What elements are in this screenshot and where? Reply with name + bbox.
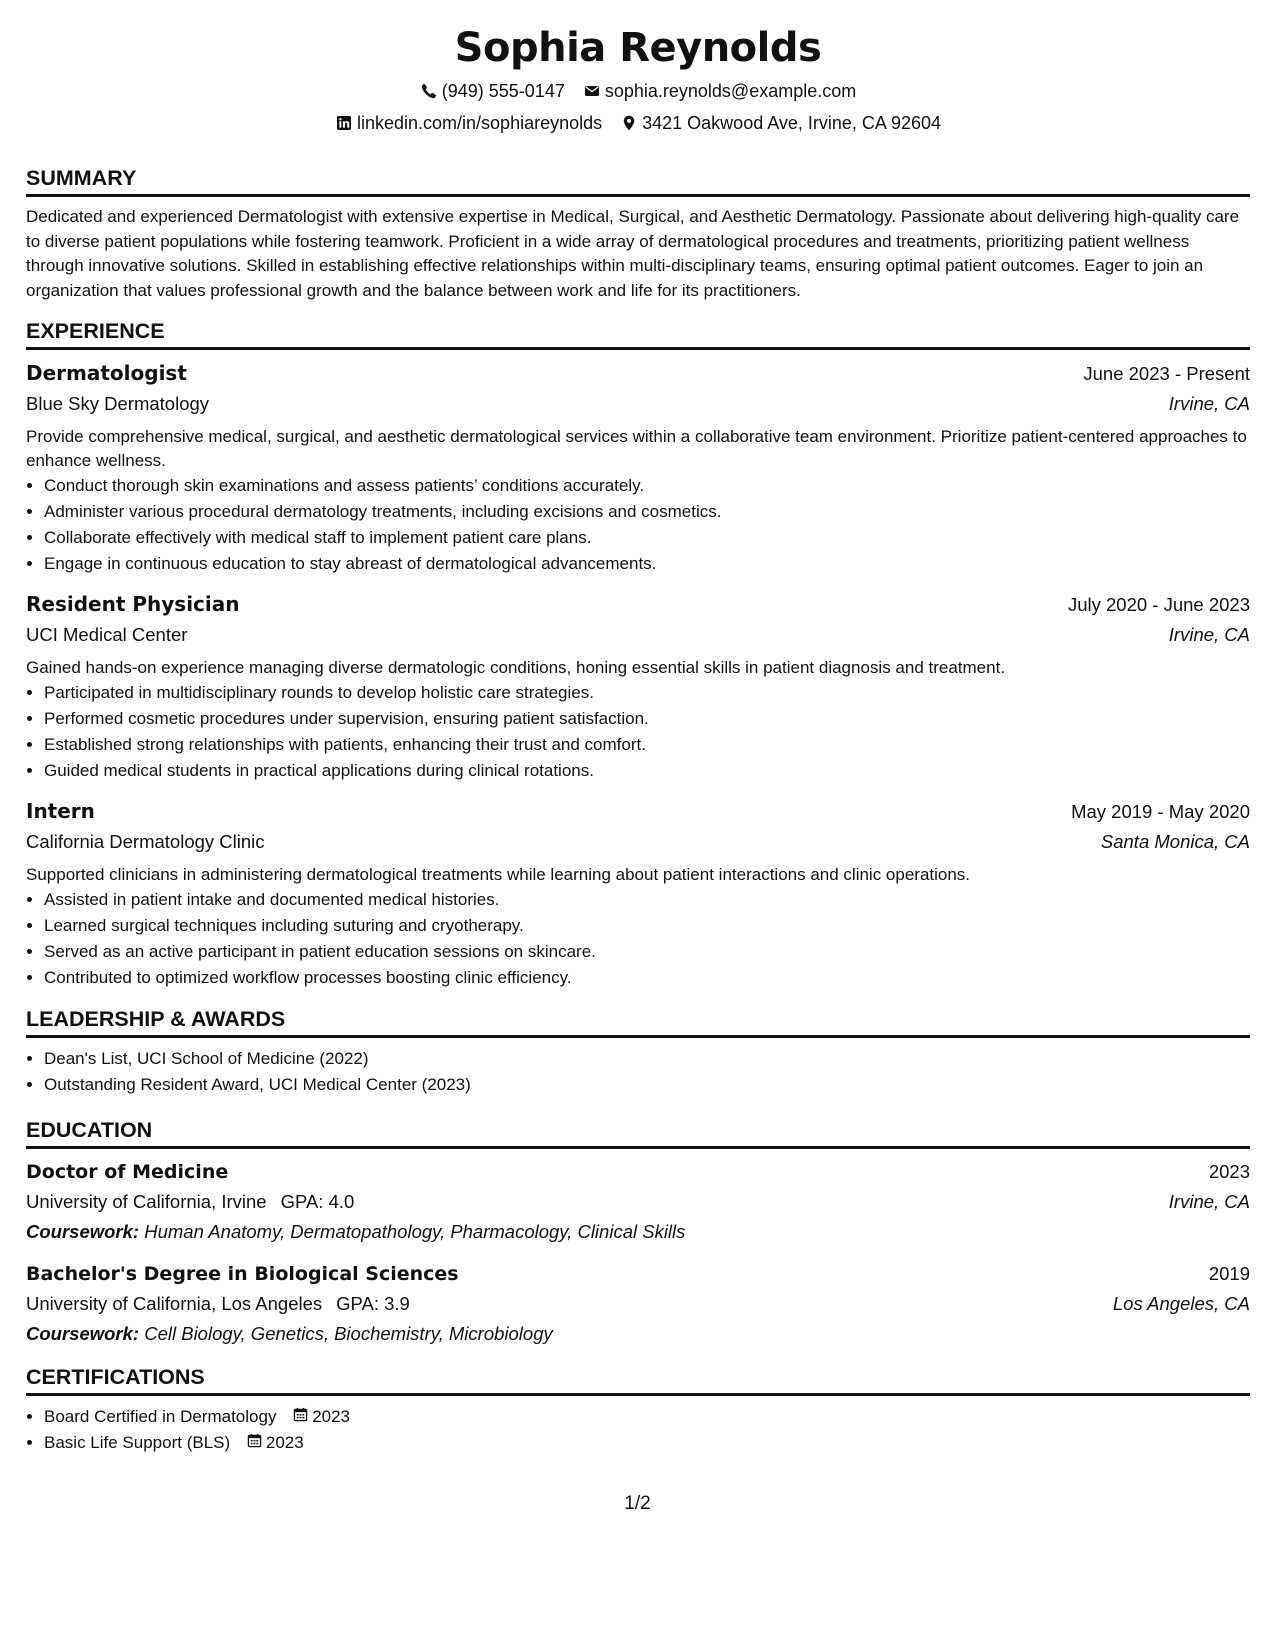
job-entry xyxy=(26,358,1250,577)
candidate-name: Sophia Reynolds xyxy=(454,25,822,71)
job-description: Supported clinicians in administering dermatological treatments while learning about patient interactions and clinic operations. xyxy=(26,865,971,884)
list-item: • Learned surgical techniques including suturing and cryotherapy. xyxy=(44,913,1250,939)
list-item: • Collaborate effectively with medical staff to implement patient care plans. xyxy=(44,525,1250,551)
coursework-list: Cell Biology, Genetics, Biochemistry, Microbiology xyxy=(144,1323,553,1344)
contact-email[interactable] xyxy=(583,80,856,102)
phone-text: (949) 555-0147 xyxy=(441,81,565,101)
cert-year: 2023 xyxy=(265,1433,304,1452)
address-text: 3421 Oakwood Ave, Irvine, CA 92604 xyxy=(642,113,941,133)
job-bullets xyxy=(26,887,1250,991)
contact-address xyxy=(620,112,941,134)
cert-name: Basic Life Support (BLS) xyxy=(44,1433,231,1452)
job-description: Gained hands-on experience managing diverse dermatologic conditions, honing essential skills in patient diagnosis and treatment. xyxy=(26,658,1006,677)
job-entry xyxy=(26,796,1250,991)
school-name: University of California, Irvine xyxy=(26,1191,267,1212)
list-item: • Assisted in patient intake and documented medical histories. xyxy=(44,887,1250,913)
phone-icon xyxy=(420,82,438,100)
school-location: Los Angeles, CA xyxy=(1112,1293,1250,1314)
envelope-icon xyxy=(583,82,601,100)
resume-header xyxy=(26,0,1250,134)
certifications-list xyxy=(26,1404,1250,1456)
cert-name: Board Certified in Dermatology xyxy=(44,1407,277,1426)
education-entry xyxy=(26,1157,1250,1247)
experience-heading: EXPERIENCE xyxy=(26,319,1250,350)
contact-linkedin[interactable] xyxy=(335,112,602,134)
summary-text: Dedicated and experienced Dermatologist with extensive expertise in Medical, Surgical, and Aesthetic Dermatology. Passionate about delivering high-quality care to diverse patient populations while fostering teamwork. Proficient in a wide array of dermatological procedures and treatments, prioritizing patient wellness through innovative solutions. Skilled in establishing effective relationships within multi-disciplinary teams, ensuring optimal patient outcomes. Eager to join an organization that values professional growth and the balance between work and life for its practitioners. xyxy=(26,207,1240,300)
contact-phone xyxy=(420,80,565,102)
list-item: • Performed cosmetic procedures under supervision, ensuring patient satisfaction. xyxy=(44,706,1250,732)
job-title: Dermatologist xyxy=(26,361,187,385)
list-item: • Conduct thorough skin examinations and assess patients’ conditions accurately. xyxy=(44,473,1250,499)
cert-year: 2023 xyxy=(312,1407,351,1426)
list-item: • Served as an active participant in patient education sessions on skincare. xyxy=(44,939,1250,965)
job-dates: May 2019 - May 2020 xyxy=(1071,801,1250,822)
degree-year: 2019 xyxy=(1208,1263,1250,1284)
email-link[interactable]: sophia.reynolds@example.com xyxy=(604,81,857,101)
job-location: Santa Monica, CA xyxy=(1100,831,1250,852)
awards-section xyxy=(26,1007,1250,1098)
summary-section xyxy=(26,166,1250,303)
job-location: Irvine, CA xyxy=(1168,393,1250,414)
school-location: Irvine, CA xyxy=(1168,1191,1250,1212)
certifications-section xyxy=(26,1365,1250,1456)
list-item: • Guided medical students in practical applications during clinical rotations. xyxy=(44,758,1250,784)
linkedin-icon xyxy=(335,114,353,132)
list-item: • Established strong relationships with patients, enhancing their trust and comfort. xyxy=(44,732,1250,758)
contact-row-secondary xyxy=(26,112,1250,134)
job-company: UCI Medical Center xyxy=(26,624,188,645)
experience-section xyxy=(26,319,1250,991)
gpa: GPA: 3.9 xyxy=(336,1293,410,1314)
job-title: Resident Physician xyxy=(26,592,240,616)
certifications-heading: CERTIFICATIONS xyxy=(26,1365,1250,1396)
job-bullets xyxy=(26,473,1250,577)
cert-year-group xyxy=(247,1430,304,1456)
coursework xyxy=(26,1217,1250,1247)
school-name: University of California, Los Angeles xyxy=(26,1293,323,1314)
gpa: GPA: 4.0 xyxy=(280,1191,355,1212)
list-item: • Contributed to optimized workflow processes boosting clinic efficiency. xyxy=(44,965,1250,991)
coursework-label: Coursework: xyxy=(26,1323,140,1344)
awards-heading: LEADERSHIP & AWARDS xyxy=(26,1007,1250,1038)
list-item: • Outstanding Resident Award, UCI Medical Center (2023) xyxy=(44,1072,1250,1098)
page-number: 1/2 xyxy=(624,1493,651,1514)
job-company: California Dermatology Clinic xyxy=(26,831,265,852)
coursework xyxy=(26,1319,1250,1349)
cert-year-group xyxy=(293,1404,350,1430)
job-dates: June 2023 - Present xyxy=(1083,363,1250,384)
calendar-icon xyxy=(247,1430,262,1456)
resume-page xyxy=(26,0,1250,1456)
job-title: Intern xyxy=(26,799,95,823)
education-entry xyxy=(26,1259,1250,1349)
list-item xyxy=(44,1430,1250,1456)
calendar-icon xyxy=(293,1404,308,1430)
job-description: Provide comprehensive medical, surgical, and aesthetic dermatological services within a collaborative team environment. Prioritize patient-centered approaches to enhance wellness. xyxy=(26,427,1247,470)
degree-title: Bachelor's Degree in Biological Sciences xyxy=(26,1263,459,1285)
list-item: • Participated in multidisciplinary rounds to develop holistic care strategies. xyxy=(44,680,1250,706)
degree-year: 2023 xyxy=(1208,1161,1250,1182)
job-entry xyxy=(26,589,1250,784)
education-heading: EDUCATION xyxy=(26,1118,1250,1149)
coursework-label: Coursework: xyxy=(26,1221,140,1242)
awards-list xyxy=(26,1046,1250,1098)
job-location: Irvine, CA xyxy=(1168,624,1250,645)
summary-heading: SUMMARY xyxy=(26,166,1250,197)
list-item xyxy=(44,1404,1250,1430)
job-company: Blue Sky Dermatology xyxy=(26,393,210,414)
contact-row-primary xyxy=(26,80,1250,102)
linkedin-link[interactable]: linkedin.com/in/sophiareynolds xyxy=(356,113,603,133)
coursework-list: Human Anatomy, Dermatopathology, Pharmacology, Clinical Skills xyxy=(144,1221,686,1242)
list-item: • Engage in continuous education to stay abreast of dermatological advancements. xyxy=(44,551,1250,577)
job-bullets xyxy=(26,680,1250,784)
list-item: • Dean's List, UCI School of Medicine (2022) xyxy=(44,1046,1250,1072)
list-item: • Administer various procedural dermatology treatments, including excisions and cosmetics. xyxy=(44,499,1250,525)
job-dates: July 2020 - June 2023 xyxy=(1067,594,1250,615)
education-section xyxy=(26,1118,1250,1349)
degree-title: Doctor of Medicine xyxy=(26,1161,229,1183)
map-pin-icon xyxy=(620,114,638,132)
